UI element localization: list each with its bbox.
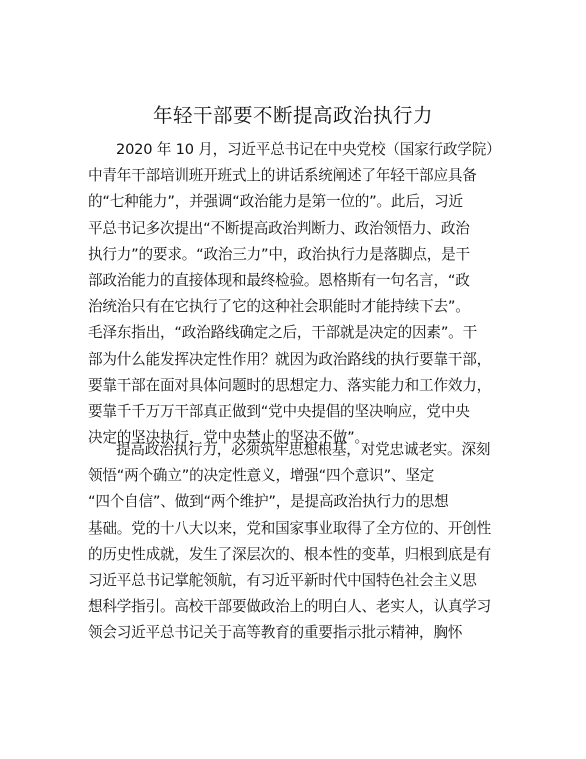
text-line: 想科学指引。高校干部要做政治上的明白人、老实人，认真学习	[88, 598, 492, 616]
text-line: 毛泽东指出，“政治路线确定之后，干部就是决定的因素”。干	[88, 324, 477, 342]
text-line: 决定的坚决执行，党中央禁止的坚决不做”。	[88, 429, 369, 447]
text-line: 治统治只有在它执行了它的这种社会职能时才能持续下去”。	[88, 298, 470, 316]
text-line: 提高政治执行力，必须筑牢思想根基，对党忠诚老实。深刻	[116, 441, 491, 458]
paragraph-1	[88, 137, 508, 451]
text-line: 部为什么能发挥决定性作用？就因为政治路线的执行要靠干部，	[88, 350, 492, 368]
text-line: 领会习近平总书记关于高等教育的重要指示批示精神，胸怀	[88, 624, 463, 642]
text-line: 平总书记多次提出“不断提高政治判断力、政治领悟力、政治	[88, 219, 470, 237]
text-line: 部政治能力的直接体现和最终检验。恩格斯有一句名言，“政	[88, 271, 470, 289]
text-line: “四个自信”、做到“两个维护”，是提高政治执行力的思想	[88, 493, 449, 511]
text-line: 中青年干部培训班开班式上的讲话系统阐述了年轻干部应具备	[88, 167, 477, 185]
text-line: 习近平总书记掌舵领航，有习近平新时代中国特色社会主义思	[88, 571, 477, 589]
document-title: 年轻干部要不断提高政治执行力	[152, 104, 433, 127]
text-line: 的“七种能力”，并强调“政治能力是第一位的”。此后，习近	[88, 193, 463, 211]
text-line: 领悟“两个确立”的决定性意义，增强“四个意识”、坚定	[88, 467, 435, 485]
text-line: 的历史性成就，发生了深层次的、根本性的变革，归根到底是有	[88, 545, 492, 563]
paragraph-2	[88, 437, 508, 647]
text-line: 要靠千千万万干部真正做到“党中央提倡的坚决响应，党中央	[88, 402, 470, 420]
text-line: 2020 年 10 月，习近平总书记在中央党校（国家行政学院）	[116, 141, 501, 158]
text-line: 要靠干部在面对具体问题时的思想定力、落实能力和工作效力，	[88, 376, 492, 394]
text-line: 执行力”的要求。“政治三力”中，政治执行力是落脚点，是干	[88, 245, 470, 263]
text-line: 基础。党的十八大以来，党和国家事业取得了全方位的、开创性	[88, 519, 492, 537]
